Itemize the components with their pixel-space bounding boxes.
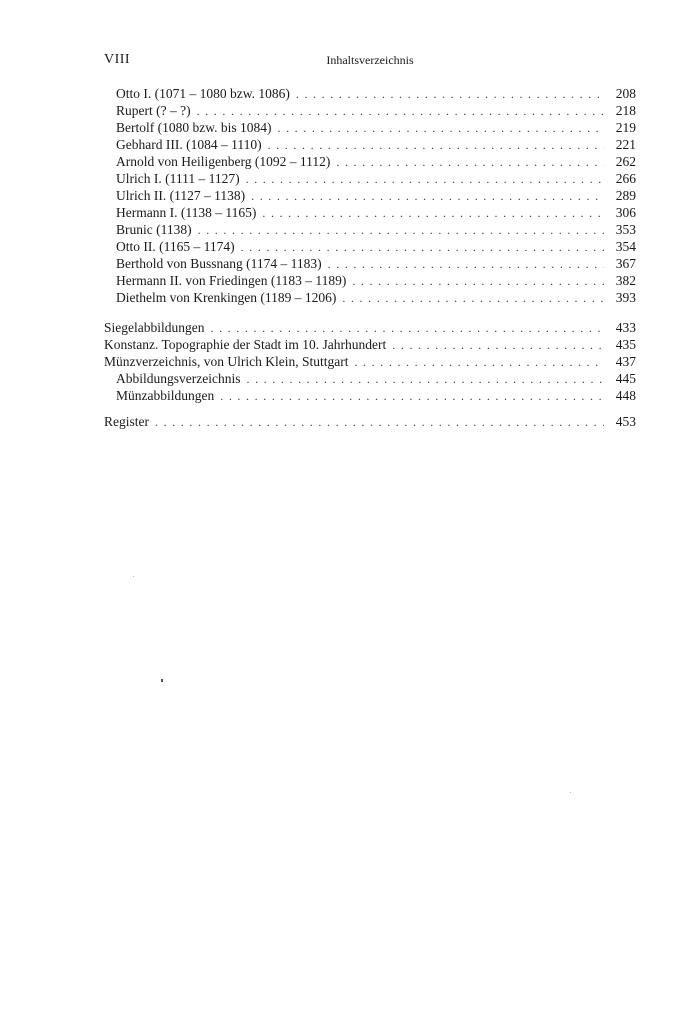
scan-speck: [133, 576, 134, 577]
toc-entry-page: 266: [615, 171, 636, 186]
toc-entry: [104, 255, 636, 272]
toc-entry-label: Bertolf (1080 bzw. bis 1084): [116, 120, 272, 135]
toc-leader-dots: [296, 86, 604, 103]
toc-entry: [104, 85, 636, 102]
toc-entry-label: Rupert (? – ?): [116, 103, 191, 118]
toc-entry: [104, 204, 636, 221]
toc-group-bishops: [104, 85, 636, 306]
toc-entry-label: Konstanz. Topographie der Stadt im 10. Jahrhundert: [104, 337, 387, 352]
toc-entry-page: 445: [615, 371, 636, 386]
toc-group-appendix: [104, 319, 636, 404]
toc-group-register: [104, 413, 636, 430]
toc-leader-dots: [336, 154, 604, 171]
table-of-contents: [104, 85, 636, 430]
toc-entry-label: Otto II. (1165 – 1174): [116, 239, 235, 254]
toc-entry: [104, 221, 636, 238]
toc-entry-page: 353: [615, 222, 636, 237]
toc-entry-label: Arnold von Heiligenberg (1092 – 1112): [116, 154, 331, 169]
toc-entry: [104, 289, 636, 306]
toc-entry: [104, 238, 636, 255]
toc-leader-dots: [342, 290, 604, 307]
toc-leader-dots: [210, 320, 604, 337]
toc-entry: [104, 187, 636, 204]
toc-leader-dots: [246, 171, 604, 188]
toc-entry-label: Register: [104, 414, 149, 429]
scan-speck: [570, 792, 571, 793]
toc-entry-label: Otto I. (1071 – 1080 bzw. 1086): [116, 86, 290, 101]
toc-entry-page: 354: [615, 239, 636, 254]
toc-entry-page: 221: [615, 137, 636, 152]
toc-entry-label: Siegelabbildungen: [104, 320, 205, 335]
toc-leader-dots: [354, 354, 604, 371]
toc-entry: [104, 170, 636, 187]
toc-entry-label: Gebhard III. (1084 – 1110): [116, 137, 262, 152]
toc-entry: [104, 102, 636, 119]
toc-entry-label: Berthold von Bussnang (1174 – 1183): [116, 256, 322, 271]
toc-entry: [104, 353, 636, 370]
toc-entry-page: 218: [615, 103, 636, 118]
section-spacer: [104, 404, 636, 413]
toc-entry: [104, 413, 636, 430]
running-title: Inhaltsverzeichnis: [326, 53, 414, 67]
running-head: [104, 52, 636, 70]
toc-entry: [104, 370, 636, 387]
toc-entry: [104, 136, 636, 153]
toc-entry-page: 435: [615, 337, 636, 352]
section-spacer: [104, 306, 636, 319]
toc-leader-dots: [197, 103, 604, 120]
toc-leader-dots: [198, 222, 604, 239]
scan-speck: [161, 679, 163, 682]
toc-entry: [104, 336, 636, 353]
toc-entry-label: Ulrich I. (1111 – 1127): [116, 171, 240, 186]
toc-entry: [104, 319, 636, 336]
toc-entry: [104, 272, 636, 289]
toc-leader-dots: [246, 371, 604, 388]
toc-entry-page: 219: [615, 120, 636, 135]
toc-entry-page: 433: [615, 320, 636, 335]
toc-leader-dots: [268, 137, 604, 154]
toc-leader-dots: [251, 188, 604, 205]
toc-leader-dots: [155, 414, 604, 431]
toc-leader-dots: [392, 337, 604, 354]
toc-entry-label: Hermann I. (1138 – 1165): [116, 205, 257, 220]
toc-leader-dots: [262, 205, 604, 222]
toc-entry-label: Münzabbildungen: [116, 388, 215, 403]
toc-entry-page: 208: [615, 86, 636, 101]
toc-entry-page: 289: [615, 188, 636, 203]
toc-leader-dots: [328, 256, 604, 273]
toc-entry: [104, 153, 636, 170]
toc-leader-dots: [241, 239, 604, 256]
toc-entry: [104, 119, 636, 136]
toc-entry-page: 262: [615, 154, 636, 169]
toc-entry-label: Hermann II. von Friedingen (1183 – 1189): [116, 273, 347, 288]
toc-leader-dots: [352, 273, 604, 290]
toc-entry-page: 437: [615, 354, 636, 369]
toc-entry-page: 393: [615, 290, 636, 305]
toc-leader-dots: [220, 388, 604, 405]
toc-leader-dots: [277, 120, 604, 137]
toc-entry-page: 448: [615, 388, 636, 403]
toc-entry-label: Ulrich II. (1127 – 1138): [116, 188, 246, 203]
toc-entry-page: 306: [615, 205, 636, 220]
toc-entry-label: Brunic (1138): [116, 222, 192, 237]
toc-entry-page: 367: [615, 256, 636, 271]
toc-entry-label: Münzverzeichnis, von Ulrich Klein, Stuttgart: [104, 354, 349, 369]
toc-entry-label: Diethelm von Krenkingen (1189 – 1206): [116, 290, 337, 305]
toc-entry-label: Abbildungsverzeichnis: [116, 371, 241, 386]
toc-entry: [104, 387, 636, 404]
toc-entry-page: 453: [615, 414, 636, 429]
page-number: VIII: [104, 52, 131, 67]
toc-entry-page: 382: [615, 273, 636, 288]
